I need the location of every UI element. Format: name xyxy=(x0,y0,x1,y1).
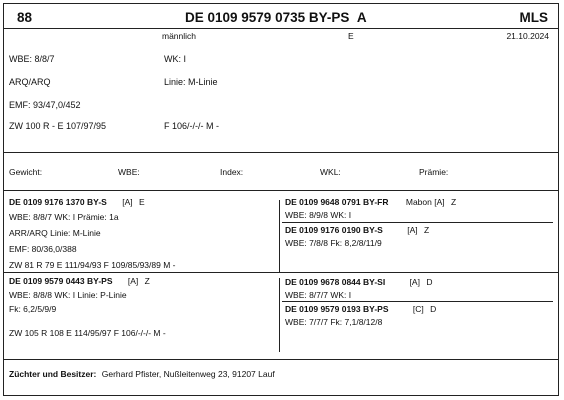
score-gewicht: Gewicht: xyxy=(9,167,43,177)
father-header xyxy=(9,197,145,207)
father-line1: WBE: 8/8/7 WK: I Prämie: 1a xyxy=(9,212,119,222)
mother-line3: ZW 105 R 108 E 114/95/97 F 106/-/-/- M - xyxy=(9,328,166,338)
mm-line1: WBE: 7/7/7 Fk: 7,1/8/12/8 xyxy=(285,317,383,327)
ff-line1: WBE: 8/9/8 WK: I xyxy=(285,210,352,220)
club-code: MLS xyxy=(519,10,548,25)
score-praemie: Prämie: xyxy=(419,167,449,177)
pedigree-card xyxy=(3,3,559,396)
scores-divider xyxy=(4,190,558,191)
bird-wk: WK: I xyxy=(164,54,186,64)
owner-value: Gerhard Pfister, Nußleitenweg 23, 91207 Lauf xyxy=(101,369,275,379)
bird-linie: Linie: M-Linie xyxy=(164,77,218,87)
ff-ring: DE 0109 9648 0791 BY-FR xyxy=(285,197,389,207)
mother-ring: DE 0109 9579 0443 BY-PS xyxy=(9,276,113,286)
ff-fm-divider xyxy=(282,222,553,223)
father-ring: DE 0109 9176 1370 BY-S xyxy=(9,197,107,207)
fm-tag: [A] xyxy=(407,225,418,235)
bird-emf: EMF: 93/47,0/452 xyxy=(9,100,81,110)
father-line2: ARR/ARQ Linie: M-Linie xyxy=(9,228,101,238)
bird-wbe: WBE: 8/8/7 xyxy=(9,54,55,64)
mother-tag: [A] xyxy=(127,276,139,286)
fm-ring: DE 0109 9176 0190 BY-S xyxy=(285,225,383,235)
sex: männlich xyxy=(162,31,197,41)
ring-id-text: DE 0109 9579 0735 BY-PS xyxy=(185,10,350,25)
fm-header xyxy=(285,225,429,235)
fm-grade: Z xyxy=(423,225,430,235)
mother-grade: Z xyxy=(144,276,150,286)
bird-arq: ARQ/ARQ xyxy=(9,77,51,87)
mf-tag: [A] xyxy=(409,277,420,287)
mf-grade: D xyxy=(426,277,433,287)
bird-zw: ZW 100 R - E 107/97/95 xyxy=(9,121,107,131)
mm-grade: D xyxy=(430,304,437,314)
mm-ring: DE 0109 9579 0193 BY-PS xyxy=(285,304,389,314)
header-divider xyxy=(4,28,558,29)
mother-grandparents-divider xyxy=(279,278,280,352)
mm-tag: [C] xyxy=(412,304,424,314)
father-mother-divider xyxy=(4,272,558,273)
score-wkl: WKL: xyxy=(320,167,341,177)
father-grandparents-divider xyxy=(279,200,280,272)
rank-text: A xyxy=(356,10,367,25)
mf-mm-divider xyxy=(282,301,553,302)
mf-line1: WBE: 8/7/7 WK: I xyxy=(285,290,352,300)
ff-tag: Mabon [A] xyxy=(405,197,445,207)
mother-owner-divider xyxy=(4,359,558,360)
mf-header xyxy=(285,277,432,287)
fm-line1: WBE: 7/8/8 Fk: 8,2/8/11/9 xyxy=(285,238,382,248)
mf-ring: DE 0109 9678 0844 BY-SI xyxy=(285,277,386,287)
details-divider xyxy=(4,152,558,153)
ring-id xyxy=(185,10,367,25)
score-wbe: WBE: xyxy=(118,167,140,177)
ff-grade: Z xyxy=(450,197,457,207)
father-tag: [A] xyxy=(122,197,133,207)
owner-row xyxy=(9,369,275,379)
father-line3: EMF: 80/36,0/388 xyxy=(9,244,77,254)
owner-label: Züchter und Besitzer: xyxy=(9,369,97,379)
mm-header xyxy=(285,304,436,314)
ff-header xyxy=(285,197,456,207)
father-line4: ZW 81 R 79 E 111/94/93 F 109/85/93/89 M - xyxy=(9,260,176,270)
class: E xyxy=(348,31,354,41)
mother-line1: WBE: 8/8/8 WK: I Linie: P-Linie xyxy=(9,290,127,300)
date: 21.10.2024 xyxy=(506,31,549,41)
mother-header xyxy=(9,276,150,286)
father-grade: E xyxy=(138,197,145,207)
card-number: 88 xyxy=(17,10,33,25)
bird-f: F 106/-/-/- M - xyxy=(164,121,220,131)
score-index: Index: xyxy=(220,167,244,177)
mother-line2: Fk: 6,2/5/9/9 xyxy=(9,304,57,314)
